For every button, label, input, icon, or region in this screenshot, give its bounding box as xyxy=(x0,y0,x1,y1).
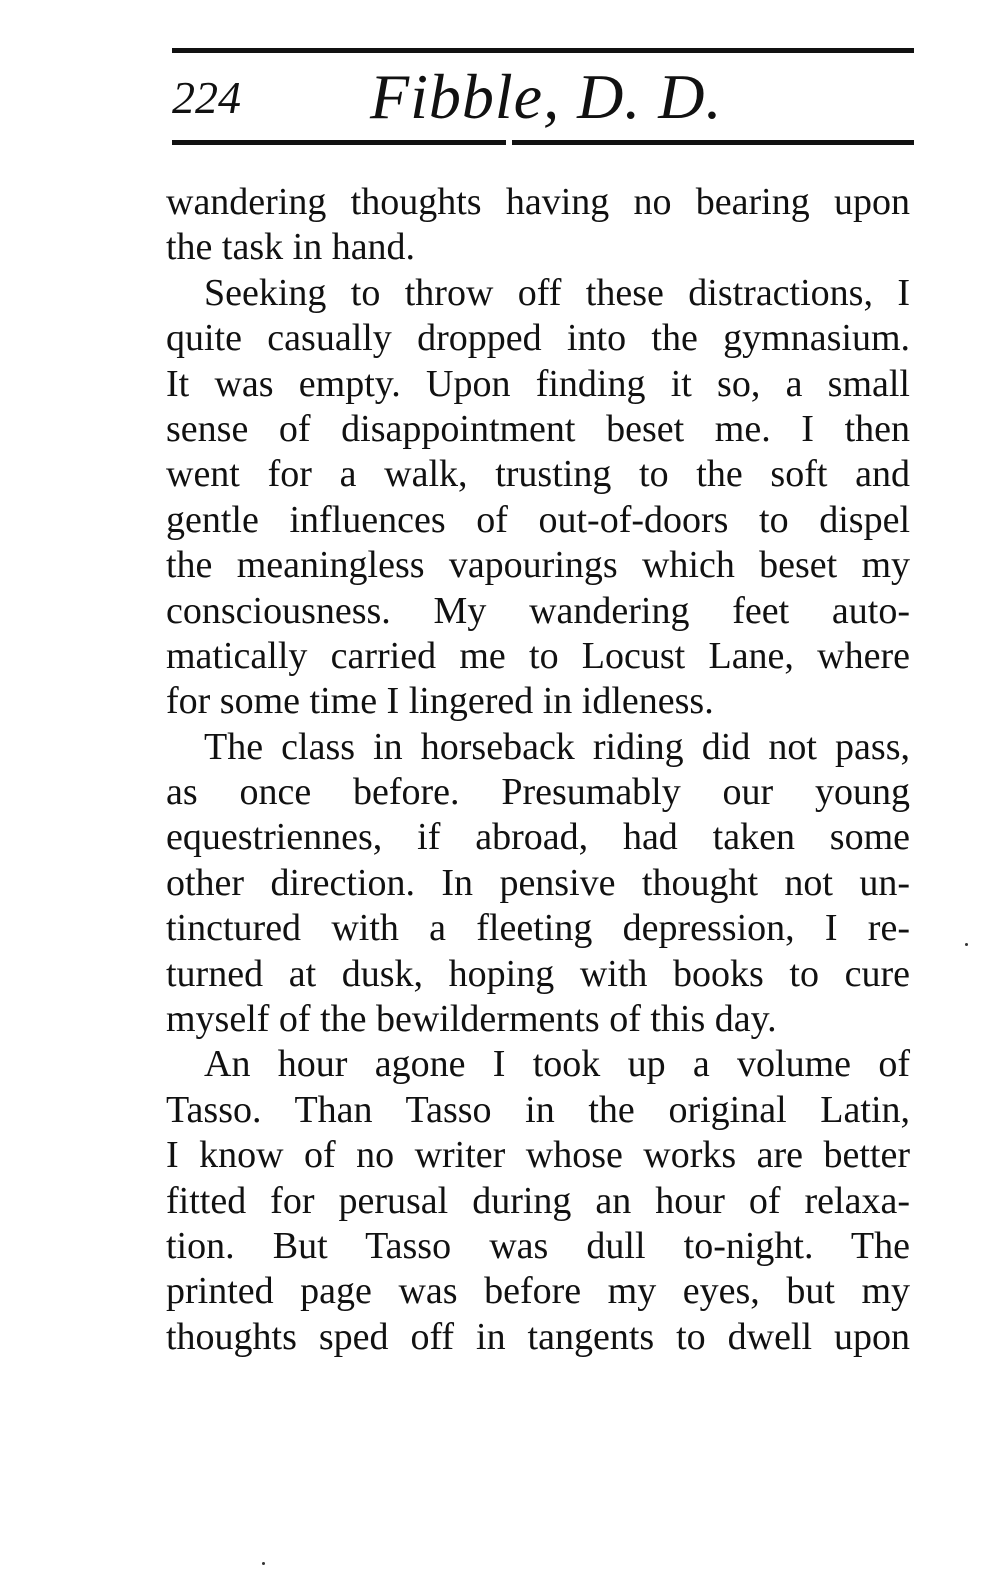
text-line: It was empty. Upon finding it so, a small xyxy=(166,362,910,405)
text-line: printed page was before my eyes, but my xyxy=(166,1270,910,1313)
text-line: gentle influences of out-of-doors to dispel xyxy=(166,498,910,541)
text-line: fitted for perusal during an hour of relaxa- xyxy=(166,1179,910,1222)
text-line: thoughts sped off in tangents to dwell upon xyxy=(166,1315,910,1358)
header-rule-top xyxy=(172,48,914,53)
text-line: turned at dusk, hoping with books to cure xyxy=(166,952,910,995)
text-line: other direction. In pensive thought not un- xyxy=(166,861,910,904)
text-line: matically carried me to Locust Lane, where xyxy=(166,634,910,677)
text-line: myself of the bewilderments of this day. xyxy=(166,998,777,1041)
header-rule-bottom-right xyxy=(512,140,914,145)
text-line: for some time I lingered in idleness. xyxy=(166,680,714,723)
text-line: The class in horseback riding did not pass, xyxy=(204,725,910,768)
text-line: I know of no writer whose works are better xyxy=(166,1134,910,1177)
scan-speck xyxy=(965,943,968,946)
body-text xyxy=(166,180,910,1360)
text-line: Seeking to throw off these distractions, I xyxy=(204,271,910,314)
header-rule-bottom-left xyxy=(172,140,506,145)
text-line: equestriennes, if abroad, had taken some xyxy=(166,816,910,859)
text-line: the task in hand. xyxy=(166,226,416,269)
text-line: went for a walk, trusting to the soft and xyxy=(166,453,910,496)
text-line: sense of disappointment beset me. I then xyxy=(166,407,910,450)
text-line: as once before. Presumably our young xyxy=(166,771,910,814)
running-header xyxy=(172,62,914,134)
text-line: quite casually dropped into the gymnasium. xyxy=(166,317,910,360)
scan-speck xyxy=(262,1562,265,1565)
text-line: consciousness. My wandering feet auto- xyxy=(166,589,910,632)
text-line: the meaningless vapourings which beset my xyxy=(166,544,910,587)
text-line: wandering thoughts having no bearing upon xyxy=(166,181,910,223)
text-line: tinctured with a fleeting depression, I re- xyxy=(166,907,910,950)
text-line: Tasso. Than Tasso in the original Latin, xyxy=(166,1088,910,1131)
text-line: An hour agone I took up a volume of xyxy=(204,1043,910,1086)
text-line: tion. But Tasso was dull to-night. The xyxy=(166,1224,910,1267)
page-number: 224 xyxy=(172,72,241,123)
running-title: Fibble, D. D. xyxy=(370,61,723,132)
